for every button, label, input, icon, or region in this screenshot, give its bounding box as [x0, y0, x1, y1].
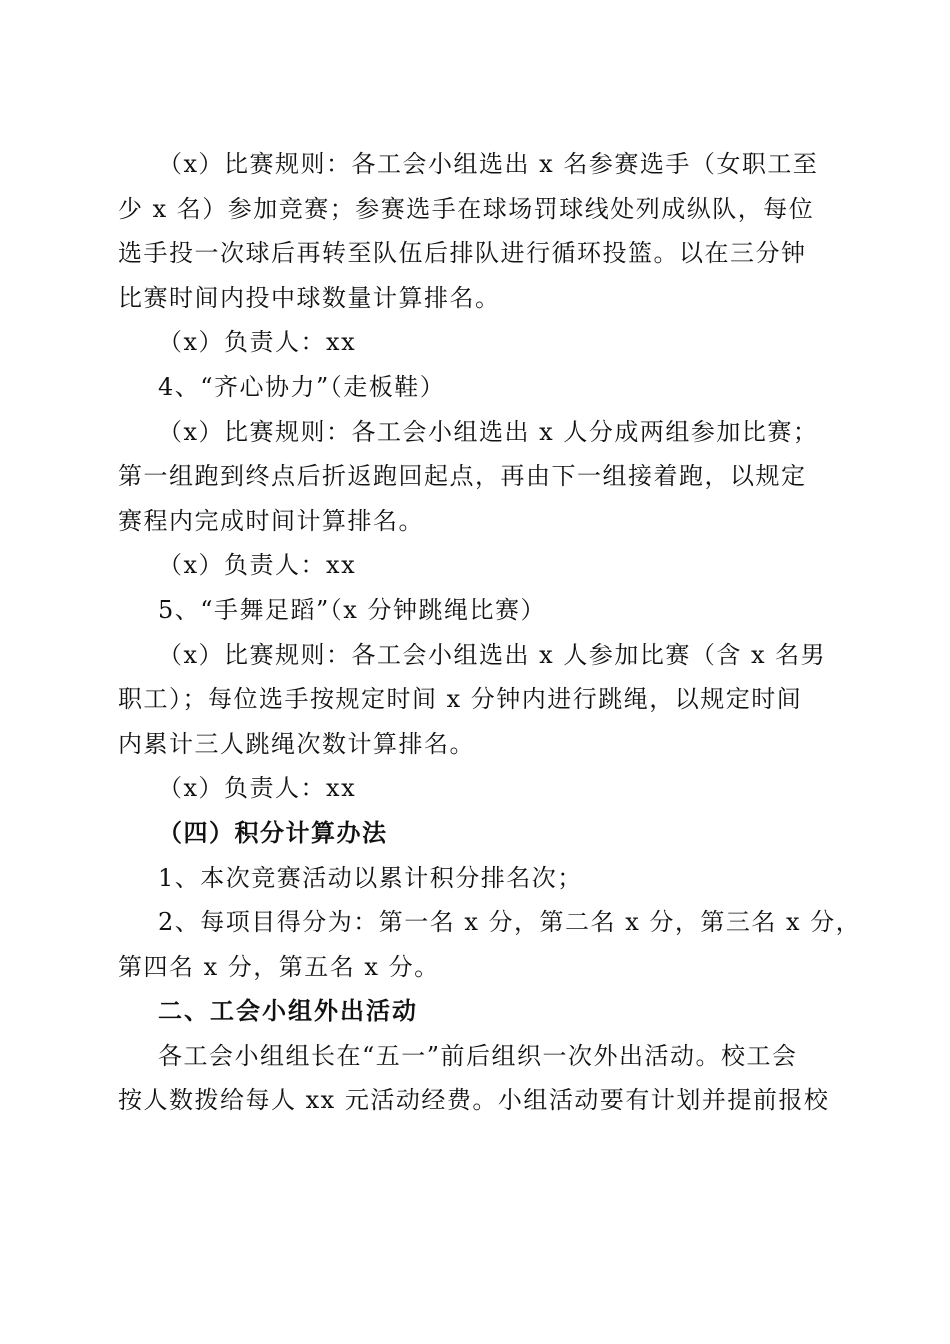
event-title-5: 5、“手舞足蹈”（x 分钟跳绳比赛） — [158, 595, 546, 624]
rule-paragraph-line: 选手投一次球后再转至队伍后排队进行循环投篮。以在三分钟 — [118, 239, 807, 268]
scoring-item-2: 2、每项目得分为：第一名 x 分，第二名 x 分，第三名 x 分， — [158, 908, 862, 937]
rule-paragraph-line: 第一组跑到终点后折返跑回起点，再由下一组接着跑，以规定 — [118, 462, 807, 491]
outing-paragraph-line: 按人数拨给每人 xx 元活动经费。小组活动要有计划并提前报校 — [118, 1086, 830, 1115]
rule-paragraph-line: 少 x 名）参加竞赛；参赛选手在球场罚球线处列成纵队，每位 — [118, 194, 815, 223]
responsible-person-line: （x）负责人：xx — [158, 551, 357, 580]
rule-paragraph-line: （x）比赛规则：各工会小组选出 x 名参赛选手（女职工至 — [158, 150, 819, 178]
event-title-4: 4、“齐心协力”（走板鞋） — [158, 372, 446, 401]
document-body — [118, 142, 862, 1123]
rule-paragraph-line: 职工）；每位选手按规定时间 x 分钟内进行跳绳，以规定时间 — [118, 685, 803, 714]
responsible-person-line: （x）负责人：xx — [158, 774, 357, 803]
outing-paragraph-line: 各工会小组组长在“五一”前后组织一次外出活动。校工会 — [158, 1041, 798, 1070]
section-heading-scoring: （四）积分计算办法 — [158, 817, 388, 847]
responsible-person-line: （x）负责人：xx — [158, 328, 357, 357]
rule-paragraph-line: 赛程内完成时间计算排名。 — [118, 506, 424, 535]
section-heading-outing: 二、工会小组外出活动 — [158, 997, 418, 1026]
rule-paragraph-line: 比赛时间内投中球数量计算排名。 — [118, 283, 501, 312]
rule-paragraph-line: （x）比赛规则：各工会小组选出 x 人分成两组参加比赛； — [158, 417, 819, 446]
rule-paragraph-line: 内累计三人跳绳次数计算排名。 — [118, 729, 475, 758]
scoring-item-1: 1、本次竞赛活动以累计积分排名次； — [158, 863, 583, 892]
rule-paragraph-line: （x）比赛规则：各工会小组选出 x 人参加比赛（含 x 名男 — [158, 640, 827, 669]
scoring-item-2-continued: 第四名 x 分，第五名 x 分。 — [118, 952, 440, 981]
